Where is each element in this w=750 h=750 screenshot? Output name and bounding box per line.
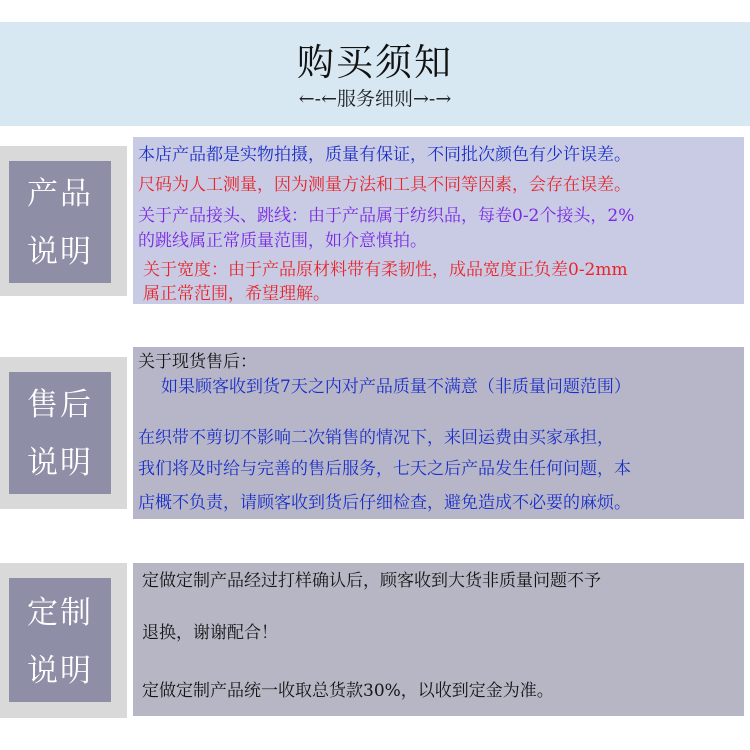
section-label <box>9 372 111 494</box>
section-label-line: 说明 <box>27 653 93 689</box>
text-line: 定做定制产品统一收取总货款30%，以收到定金为准。 <box>142 681 554 701</box>
text-line: 关于宽度：由于产品原材料带有柔韧性，成品宽度正负差0-2mm <box>143 260 628 280</box>
text-line: 在织带不剪切不影响二次销售的情况下，来回运费由买家承担， <box>138 428 614 448</box>
section-label <box>9 578 111 702</box>
text-line: 如果顾客收到货7天之内对产品质量不满意（非质量问题范围） <box>161 377 631 397</box>
page-subtitle: ←-←服务细则→-→ <box>298 88 452 110</box>
text-line: 退换，谢谢配合！ <box>142 623 278 643</box>
section-label-line: 说明 <box>27 234 93 270</box>
section-label <box>9 161 111 283</box>
text-line: 我们将及时给与完善的售后服务，七天之后产品发生任何问题，本 <box>138 459 631 479</box>
text-line: 本店产品都是实物拍摄，质量有保证，不同批次颜色有少许误差。 <box>138 145 631 165</box>
page-title: 购买须知 <box>297 41 453 84</box>
section-label-line: 定制 <box>27 595 93 631</box>
text-line: 定做定制产品经过打样确认后，顾客收到大货非质量问题不予 <box>142 571 601 591</box>
section-label-line: 说明 <box>27 445 93 481</box>
section-content <box>133 563 744 716</box>
section-content <box>133 137 744 304</box>
text-line: 的跳线属正常质量范围，如介意慎拍。 <box>138 231 427 251</box>
text-line: 关于现货售后： <box>138 352 257 372</box>
text-line: 关于产品接头、跳线：由于产品属于纺织品，每卷0-2个接头，2% <box>138 206 635 226</box>
text-line: 属正常范围，希望理解。 <box>143 284 330 304</box>
section-label-line: 售后 <box>27 387 93 423</box>
section-content <box>133 347 744 519</box>
header-banner <box>0 22 750 126</box>
text-line: 店概不负责，请顾客收到货后仔细检查，避免造成不必要的麻烦。 <box>138 493 631 513</box>
section-label-line: 产品 <box>27 176 93 212</box>
text-line: 尺码为人工测量，因为测量方法和工具不同等因素，会存在误差。 <box>138 175 631 195</box>
